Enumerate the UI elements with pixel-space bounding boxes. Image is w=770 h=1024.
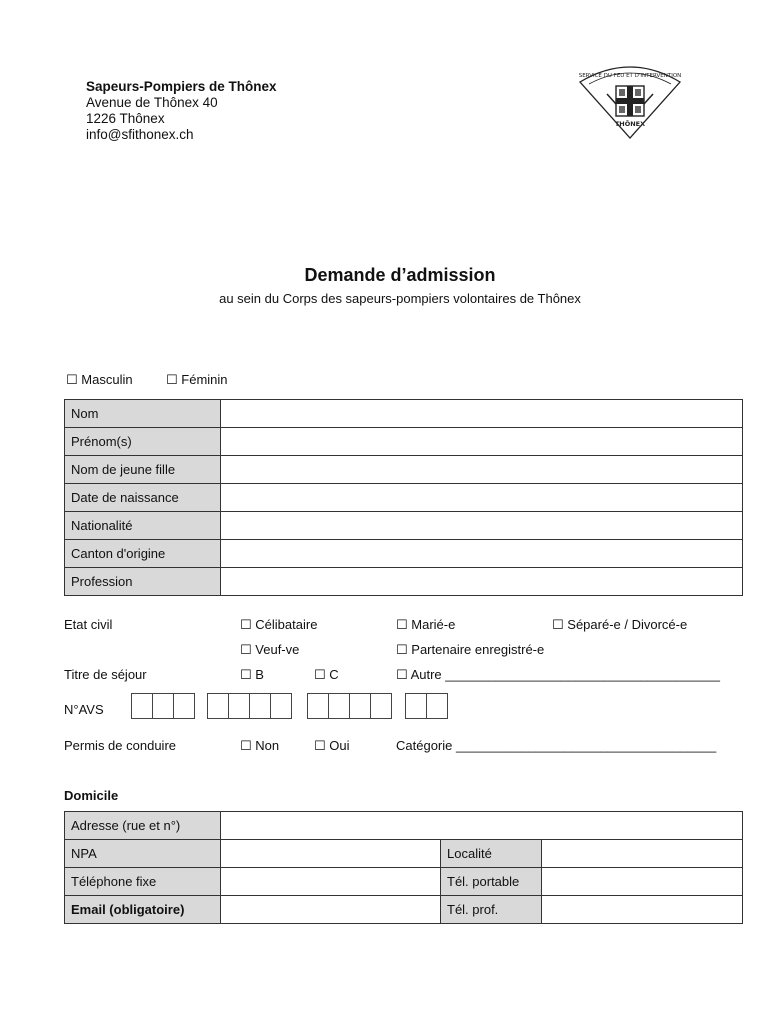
residence-other-label[interactable]: Autre ______________________________________ [410, 667, 720, 682]
avs-group-2[interactable] [207, 693, 292, 717]
personal-info-row [65, 568, 743, 596]
org-email: info@sfithonex.ch [86, 127, 194, 142]
avs-digit-box[interactable] [328, 693, 349, 719]
work-phone-input[interactable] [542, 896, 743, 924]
checkbox-icon[interactable]: ☐ [396, 617, 408, 632]
personal-info-row [65, 400, 743, 428]
avs-label: N°AVS [64, 702, 104, 717]
residence-c-option[interactable] [314, 667, 339, 683]
checkbox-icon[interactable]: ☐ [314, 738, 326, 753]
personal-field-label: Profession [65, 568, 221, 596]
svg-text:SERVICE DU FEU ET D'INTERVENTI: SERVICE DU FEU ET D'INTERVENTION [578, 73, 682, 79]
license-no-label: Non [255, 738, 280, 753]
residence-permit-label: Titre de séjour [64, 667, 147, 682]
license-yes-label: Oui [329, 738, 350, 753]
locality-input[interactable] [542, 840, 743, 868]
avs-digit-box[interactable] [207, 693, 228, 719]
checkbox-icon[interactable]: ☐ [66, 372, 78, 387]
org-street: Avenue de Thônex 40 [86, 95, 218, 110]
domicile-heading: Domicile [64, 788, 119, 803]
license-yes-option[interactable] [314, 738, 350, 754]
civil-separated-option[interactable] [552, 617, 687, 633]
locality-label: Localité [441, 840, 542, 868]
license-category-field[interactable]: Catégorie ____________________________________ [396, 738, 717, 753]
residence-b-option[interactable] [240, 667, 264, 683]
sender-address [86, 79, 277, 143]
personal-field-input[interactable] [221, 540, 743, 568]
org-name: Sapeurs-Pompiers de Thônex [86, 79, 277, 94]
personal-info-row [65, 428, 743, 456]
personal-field-label: Nom de jeune fille [65, 456, 221, 484]
checkbox-icon[interactable]: ☐ [240, 617, 252, 632]
personal-field-label: Date de naissance [65, 484, 221, 512]
avs-digit-box[interactable] [270, 693, 292, 719]
address-label: Adresse (rue et n°) [65, 812, 221, 840]
email-label: Email (obligatoire) [65, 896, 221, 924]
mobile-label: Tél. portable [441, 868, 542, 896]
email-input[interactable] [221, 896, 441, 924]
phone-label: Téléphone fixe [65, 868, 221, 896]
avs-digit-box[interactable] [405, 693, 426, 719]
personal-info-row [65, 456, 743, 484]
personal-field-label: Prénom(s) [65, 428, 221, 456]
civil-status-label: Etat civil [64, 617, 113, 632]
checkbox-icon[interactable]: ☐ [314, 667, 326, 682]
avs-digit-box[interactable] [307, 693, 328, 719]
civil-partner-label: Partenaire enregistré-e [411, 642, 545, 657]
personal-field-input[interactable] [221, 568, 743, 596]
address-input[interactable] [221, 812, 743, 840]
work-phone-label: Tél. prof. [441, 896, 542, 924]
gender-female-label: Féminin [181, 372, 228, 387]
avs-group-4[interactable] [405, 693, 448, 717]
avs-digit-box[interactable] [349, 693, 370, 719]
checkbox-icon[interactable]: ☐ [396, 667, 408, 682]
checkbox-icon[interactable]: ☐ [552, 617, 564, 632]
license-no-option[interactable] [240, 738, 279, 754]
civil-single-label: Célibataire [255, 617, 318, 632]
residence-c-label: C [329, 667, 339, 682]
residence-b-label: B [255, 667, 264, 682]
avs-digit-box[interactable] [131, 693, 152, 719]
civil-married-option[interactable] [396, 617, 455, 633]
civil-married-label: Marié-e [411, 617, 456, 632]
personal-field-label: Nom [65, 400, 221, 428]
personal-info-table [64, 399, 743, 596]
svg-text:THÔNEX: THÔNEX [614, 120, 646, 128]
gender-male-label: Masculin [81, 372, 133, 387]
civil-widowed-label: Veuf-ve [255, 642, 300, 657]
personal-info-row [65, 484, 743, 512]
personal-info-row [65, 512, 743, 540]
mobile-input[interactable] [542, 868, 743, 896]
civil-single-option[interactable] [240, 617, 317, 633]
page-subtitle: au sein du Corps des sapeurs-pompiers volontaires de Thônex [219, 291, 581, 306]
civil-widowed-option[interactable] [240, 642, 299, 658]
checkbox-icon[interactable]: ☐ [396, 642, 408, 657]
personal-info-row [65, 540, 743, 568]
page-title: Demande d’admission [304, 265, 496, 285]
fire-service-crest-logo [575, 60, 685, 142]
personal-field-label: Canton d'origine [65, 540, 221, 568]
personal-field-input[interactable] [221, 428, 743, 456]
npa-label: NPA [65, 840, 221, 868]
residence-other-option[interactable] [396, 667, 720, 683]
checkbox-icon[interactable]: ☐ [240, 642, 252, 657]
license-label: Permis de conduire [64, 738, 176, 753]
checkbox-icon[interactable]: ☐ [240, 667, 252, 682]
civil-separated-label: Séparé-e / Divorcé-e [567, 617, 688, 632]
gender-male-option[interactable] [66, 372, 133, 388]
personal-field-input[interactable] [221, 456, 743, 484]
avs-digit-box[interactable] [228, 693, 249, 719]
avs-digit-box[interactable] [152, 693, 173, 719]
avs-digit-box[interactable] [426, 693, 448, 719]
checkbox-icon[interactable]: ☐ [166, 372, 178, 387]
avs-digit-box[interactable] [370, 693, 392, 719]
npa-input[interactable] [221, 840, 441, 868]
civil-partner-option[interactable] [396, 642, 544, 658]
avs-group-3[interactable] [307, 693, 392, 717]
phone-input[interactable] [221, 868, 441, 896]
avs-digit-box[interactable] [249, 693, 270, 719]
checkbox-icon[interactable]: ☐ [240, 738, 252, 753]
personal-field-input[interactable] [221, 484, 743, 512]
avs-group-1[interactable] [131, 693, 195, 717]
domicile-table [64, 811, 743, 924]
org-city: 1226 Thônex [86, 111, 165, 126]
personal-field-input[interactable] [221, 512, 743, 540]
avs-digit-box[interactable] [173, 693, 195, 719]
gender-female-option[interactable] [166, 372, 228, 388]
personal-field-input[interactable] [221, 400, 743, 428]
personal-field-label: Nationalité [65, 512, 221, 540]
